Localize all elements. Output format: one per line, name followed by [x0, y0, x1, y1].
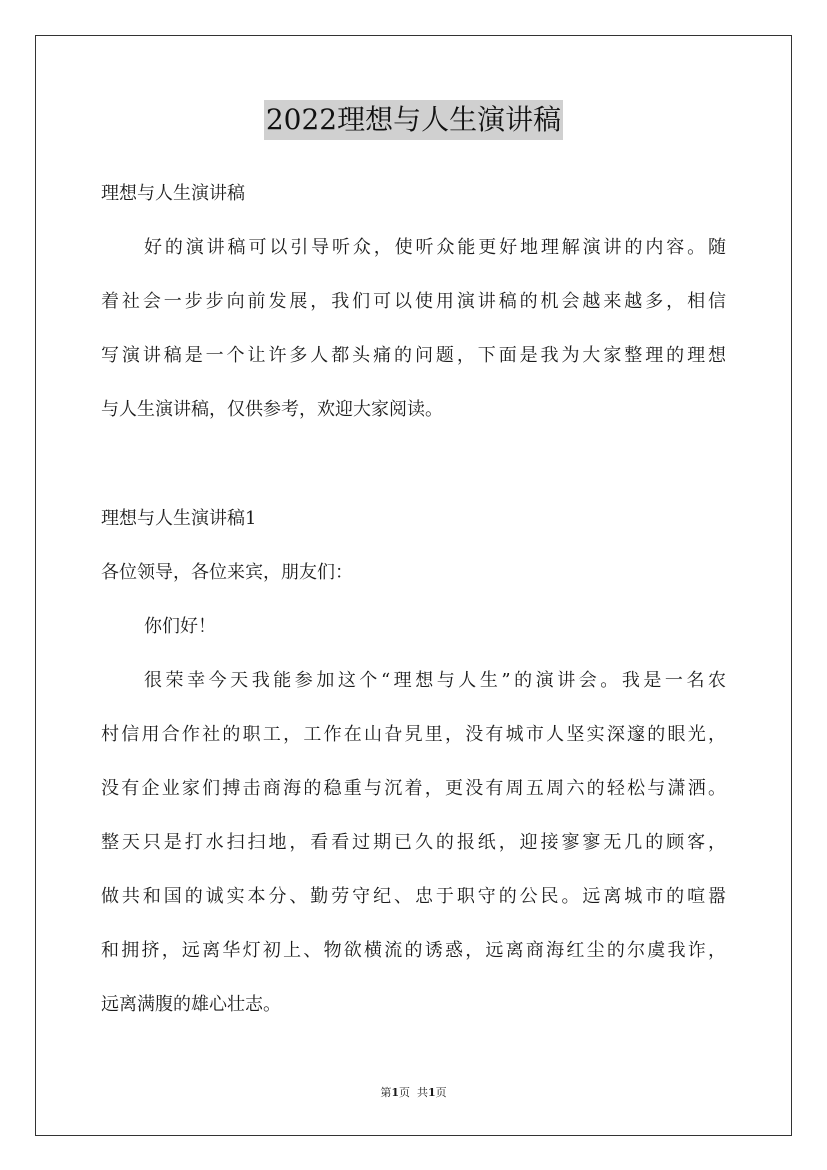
- footer-total-suffix: 页: [435, 1086, 447, 1099]
- footer-page-prefix: 第: [380, 1086, 392, 1099]
- footer-total-number: 1: [428, 1086, 436, 1099]
- footer-total-prefix: 共: [417, 1086, 428, 1099]
- intro-line-4: 与人生演讲稿，仅供参考，欢迎大家阅读。: [101, 399, 443, 420]
- body-line-3: 没有企业家们搏击商海的稳重与沉着，更没有周五周六的轻松与潇洒。: [101, 778, 726, 799]
- intro-line-3: 写演讲稿是一个让许多人都头痛的问题，下面是我为大家整理的理想: [101, 345, 726, 366]
- footer-page-suffix: 页: [399, 1086, 410, 1099]
- body-line-4: 整天只是打水扫扫地，看看过期已久的报纸，迎接寥寥无几的顾客，: [101, 832, 726, 853]
- document-title: 2022理想与人生演讲稿: [264, 100, 563, 140]
- page-footer: [0, 1084, 827, 1100]
- intro-line-2: 着社会一步步向前发展，我们可以使用演讲稿的机会越来越多，相信: [101, 291, 726, 312]
- footer-page-number: 1: [391, 1086, 399, 1099]
- section-heading: 理想与人生演讲稿1: [101, 508, 257, 529]
- title-wrap: [0, 100, 827, 140]
- salutation: 各位领导，各位来宾，朋友们：: [101, 562, 353, 583]
- body-line-6: 和拥挤，远离华灯初上、物欲横流的诱惑，远离商海红尘的尔虞我诈，: [101, 940, 726, 961]
- body-line-5: 做共和国的诚实本分、勤劳守纪、忠于职守的公民。远离城市的喧嚣: [101, 886, 726, 907]
- document-subtitle: 理想与人生演讲稿: [101, 183, 245, 204]
- greeting: 你们好！: [144, 616, 216, 637]
- body-line-2: 村信用合作社的职工，工作在山旮旯里，没有城市人坚实深邃的眼光，: [101, 724, 726, 745]
- body-line-7: 远离满腹的雄心壮志。: [101, 994, 281, 1015]
- intro-line-1: 好的演讲稿可以引导听众，使听众能更好地理解演讲的内容。随: [144, 237, 726, 258]
- body-line-1: 很荣幸今天我能参加这个“理想与人生”的演讲会。我是一名农: [144, 670, 726, 691]
